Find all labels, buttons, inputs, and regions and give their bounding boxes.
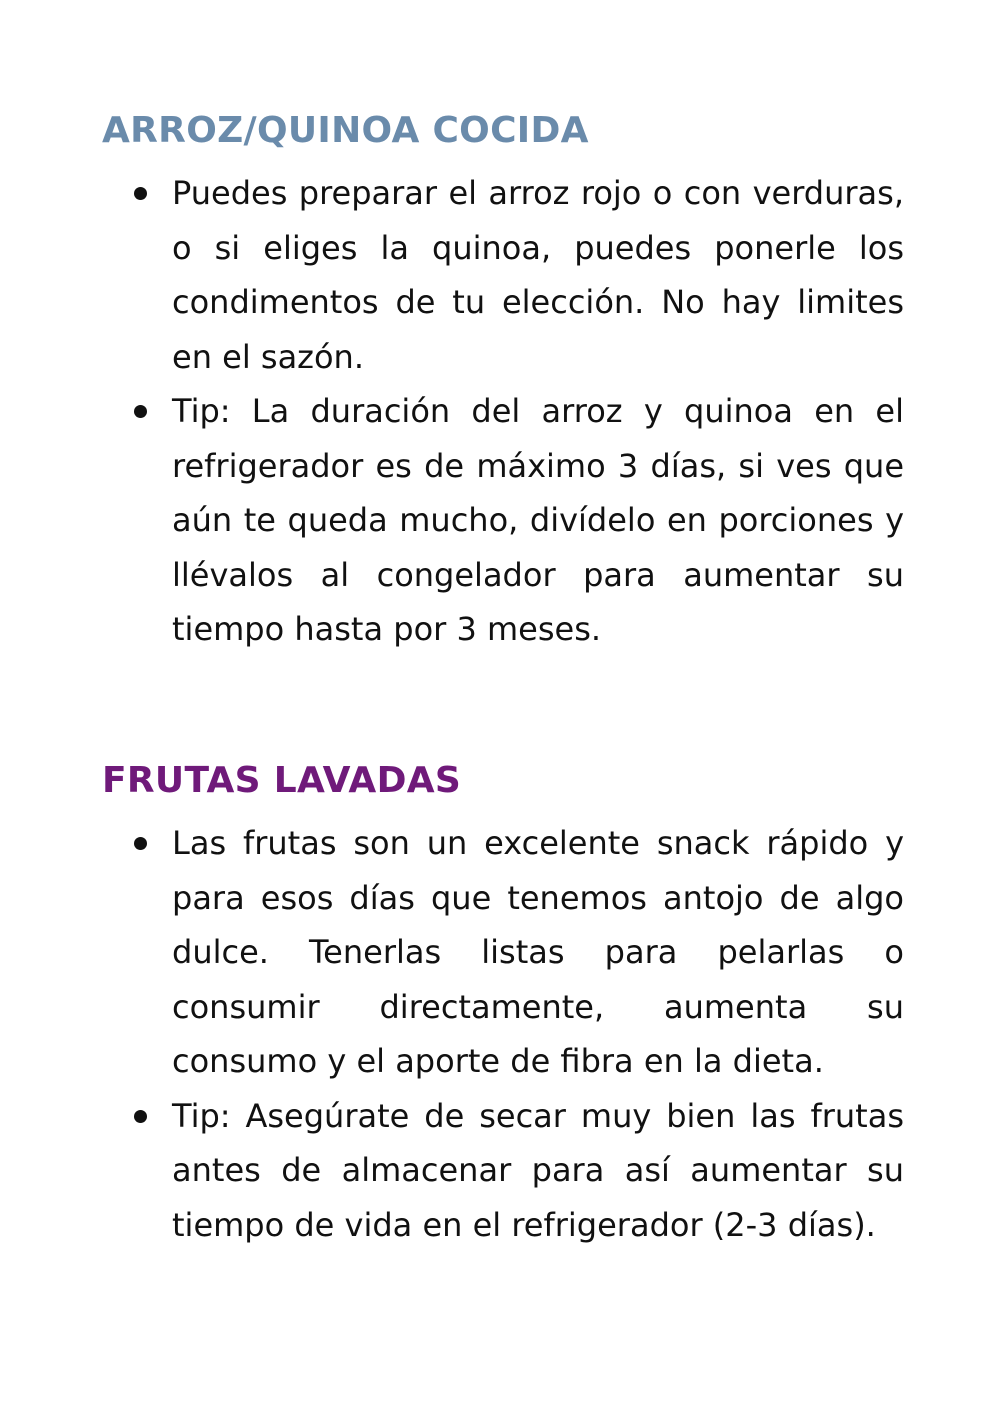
bullet-text: Las frutas son un excelente snack rápido y para esos días que tenemos antojo de algo dulce. Tenerlas listas para pelarlas o consumir directamente, aumenta su consumo y el aporte de fibra en la dieta. (172, 824, 904, 1080)
bullet-list (102, 816, 904, 1252)
section-arroz-quinoa (102, 108, 904, 657)
section-frutas-lavadas (102, 758, 904, 1252)
bullet-dot-icon (134, 1110, 147, 1123)
bullet-dot-icon (134, 187, 147, 200)
section-heading: FRUTAS LAVADAS (102, 760, 462, 801)
bullet-dot-icon (134, 405, 147, 418)
bullet-text: Puedes preparar el arroz rojo o con verduras, o si eliges la quinoa, puedes ponerle los condimentos de tu elección. No hay limites en el sazón. (172, 174, 904, 376)
bullet-item (172, 1089, 904, 1253)
bullet-text: Tip: Asegúrate de secar muy bien las frutas antes de almacenar para así aumentar su tiempo de vida en el refrigerador (2-3 días). (172, 1096, 904, 1244)
bullet-dot-icon (134, 837, 147, 850)
bullet-item (172, 816, 904, 1089)
bullet-text: Tip: La duración del arroz y quinoa en el refrigerador es de máximo 3 días, si ves que aún te queda mucho, divídelo en porciones y llévalos al congelador para aumentar su tiempo hasta por 3 meses. (172, 392, 904, 648)
bullet-item (172, 166, 904, 384)
bullet-item (172, 384, 904, 657)
section-heading: ARROZ/QUINOA COCIDA (102, 110, 589, 151)
bullet-list (102, 166, 904, 657)
